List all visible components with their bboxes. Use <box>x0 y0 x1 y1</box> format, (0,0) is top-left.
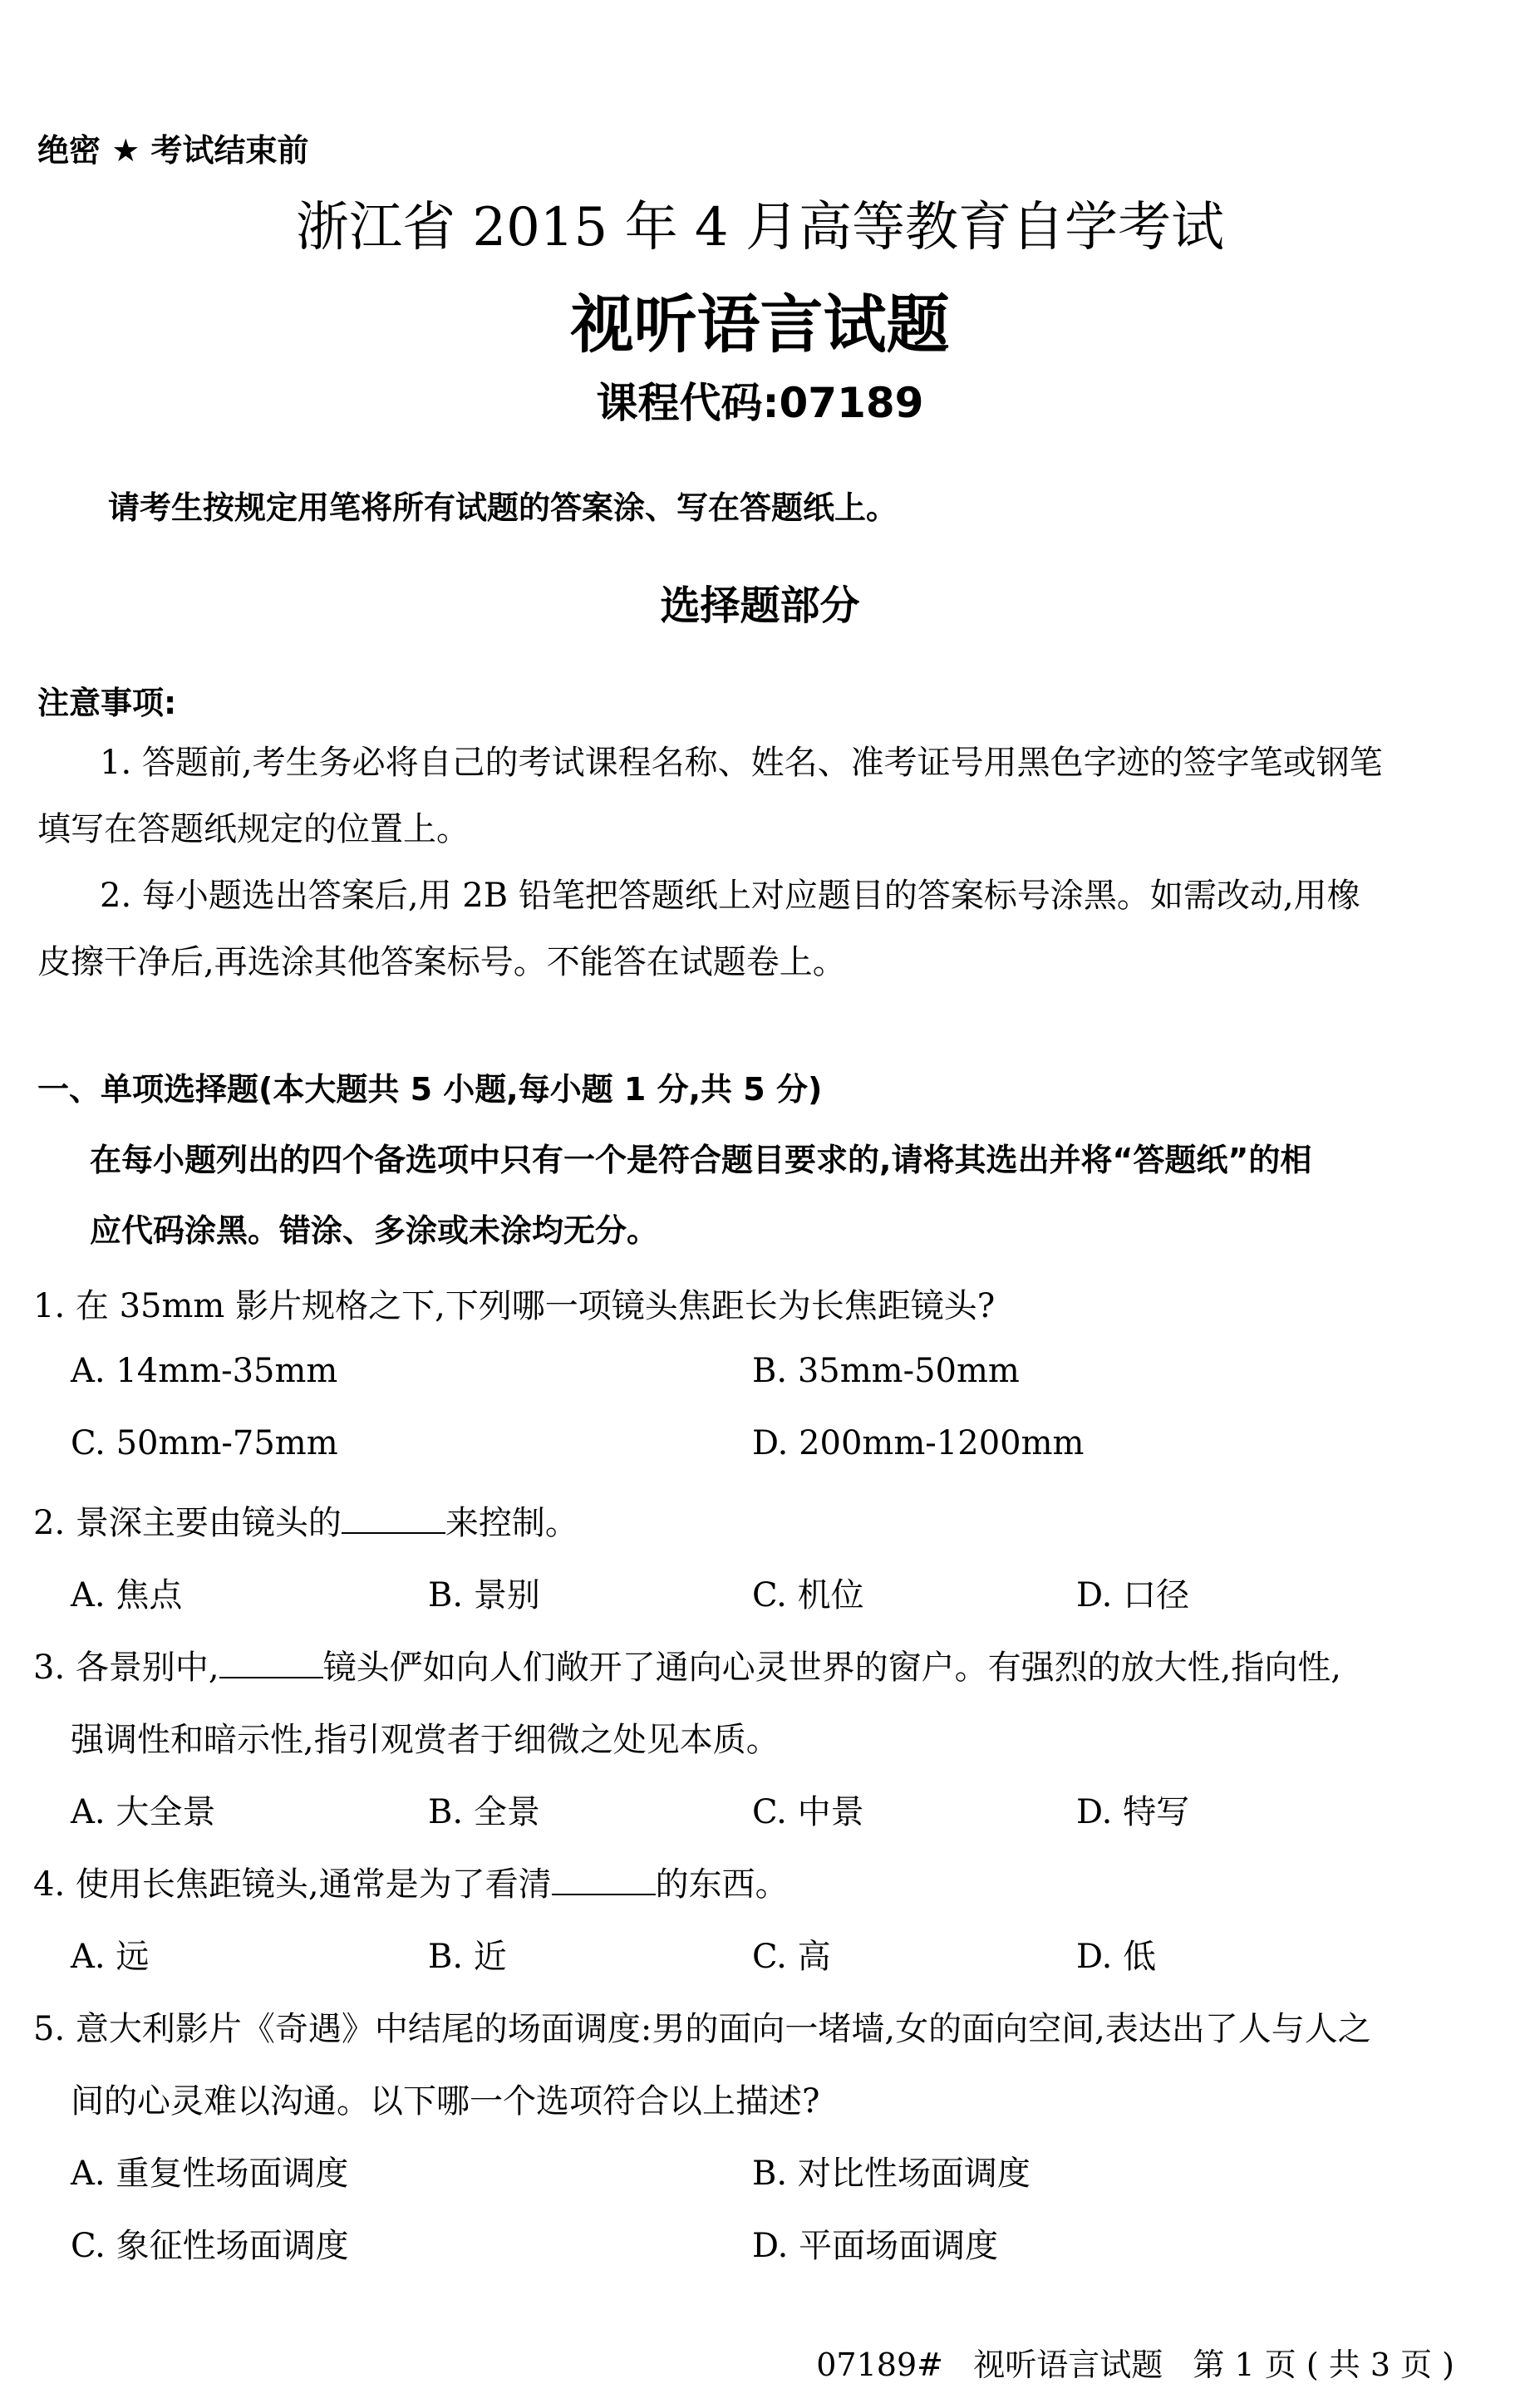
attention-item1-line1: 1. 答题前,考生务必将自己的考试课程名称、姓名、准考证号用黑色字迹的签字笔或钢笔 <box>100 744 1383 782</box>
q2-option-d: D. 口径 <box>1076 1576 1190 1614</box>
question-3 <box>33 1641 1341 1688</box>
q4-option-b: B. 近 <box>428 1938 507 1976</box>
question-4 <box>33 1858 789 1905</box>
q2-option-b: B. 景别 <box>428 1576 540 1614</box>
attention-item2-line2: 皮擦干净后,再选涂其他答案标号。不能答在试题卷上。 <box>37 943 846 981</box>
part1-heading: 一、单项选择题(本大题共 5 小题,每小题 1 分,共 5 分) <box>37 1071 823 1108</box>
q2-option-a: A. 焦点 <box>71 1576 183 1614</box>
question-4-pre: 4. 使用长焦距镜头,通常是为了看清 <box>33 1865 552 1904</box>
course-code: 课程代码:07189 <box>596 379 924 427</box>
q1-option-d: D. 200mm-1200mm <box>752 1424 1085 1462</box>
question-3-line2: 强调性和暗示性,指引观赏者于细微之处见本质。 <box>71 1721 780 1759</box>
question-3-post: 镜头俨如向人们敞开了通向心灵世界的窗户。有强烈的放大性,指向性, <box>322 1649 1342 1687</box>
question-2-pre: 2. 景深主要由镜头的 <box>33 1504 342 1542</box>
q5-option-d: D. 平面场面调度 <box>752 2227 999 2265</box>
q4-option-d: D. 低 <box>1076 1938 1157 1976</box>
part1-instruction-line2: 应代码涂黑。错涂、多涂或未涂均无分。 <box>90 1212 659 1249</box>
q5-option-a: A. 重复性场面调度 <box>71 2155 349 2193</box>
attention-item1-line2: 填写在答题纸规定的位置上。 <box>37 810 470 848</box>
answer-blank <box>219 1644 323 1678</box>
q1-option-a: A. 14mm-35mm <box>71 1352 338 1390</box>
question-2 <box>33 1496 578 1544</box>
subject-title: 视听语言试题 <box>570 287 950 361</box>
exam-title: 浙江省 2015 年 4 月高等教育自学考试 <box>296 197 1224 258</box>
q3-option-b: B. 全景 <box>428 1793 540 1831</box>
q3-option-d: D. 特写 <box>1076 1793 1190 1831</box>
q4-option-a: A. 远 <box>71 1938 150 1976</box>
answer-blank <box>342 1499 445 1534</box>
attention-label: 注意事项: <box>37 685 177 721</box>
q4-option-c: C. 高 <box>752 1938 831 1976</box>
question-1: 1. 在 35mm 影片规格之下,下列哪一项镜头焦距长为长焦距镜头? <box>33 1287 996 1325</box>
q2-option-c: C. 机位 <box>752 1576 864 1614</box>
q5-option-c: C. 象征性场面调度 <box>71 2227 349 2265</box>
answer-notice: 请考生按规定用笔将所有试题的答案涂、写在答题纸上。 <box>108 489 898 526</box>
confidential-label: 绝密 ★ 考试结束前 <box>37 132 309 169</box>
q1-option-b: B. 35mm-50mm <box>752 1352 1020 1390</box>
q3-option-c: C. 中景 <box>752 1793 864 1831</box>
question-5-line2: 间的心灵难以沟通。以下哪一个选项符合以上描述? <box>71 2082 820 2121</box>
question-4-post: 的东西。 <box>655 1865 789 1904</box>
q1-option-c: C. 50mm-75mm <box>71 1424 338 1462</box>
attention-item2-line1: 2. 每小题选出答案后,用 2B 铅笔把答题纸上对应题目的答案标号涂黑。如需改动,用橡 <box>100 877 1360 915</box>
part1-instruction-line1: 在每小题列出的四个备选项中只有一个是符合题目要求的,请将其选出并将“答题纸”的相 <box>90 1142 1312 1178</box>
answer-blank <box>552 1860 656 1895</box>
q3-option-a: A. 大全景 <box>71 1793 216 1831</box>
section-title: 选择题部分 <box>660 582 860 629</box>
question-5: 5. 意大利影片《奇遇》中结尾的场面调度:男的面向一堵墙,女的面向空间,表达出了人与人之 <box>33 2010 1371 2048</box>
page-footer: 07189# 视听语言试题 第 1 页 ( 共 3 页 ) <box>816 2347 1454 2383</box>
question-2-post: 来控制。 <box>445 1504 578 1542</box>
q5-option-b: B. 对比性场面调度 <box>752 2155 1031 2193</box>
question-3-pre: 3. 各景别中, <box>33 1649 219 1687</box>
